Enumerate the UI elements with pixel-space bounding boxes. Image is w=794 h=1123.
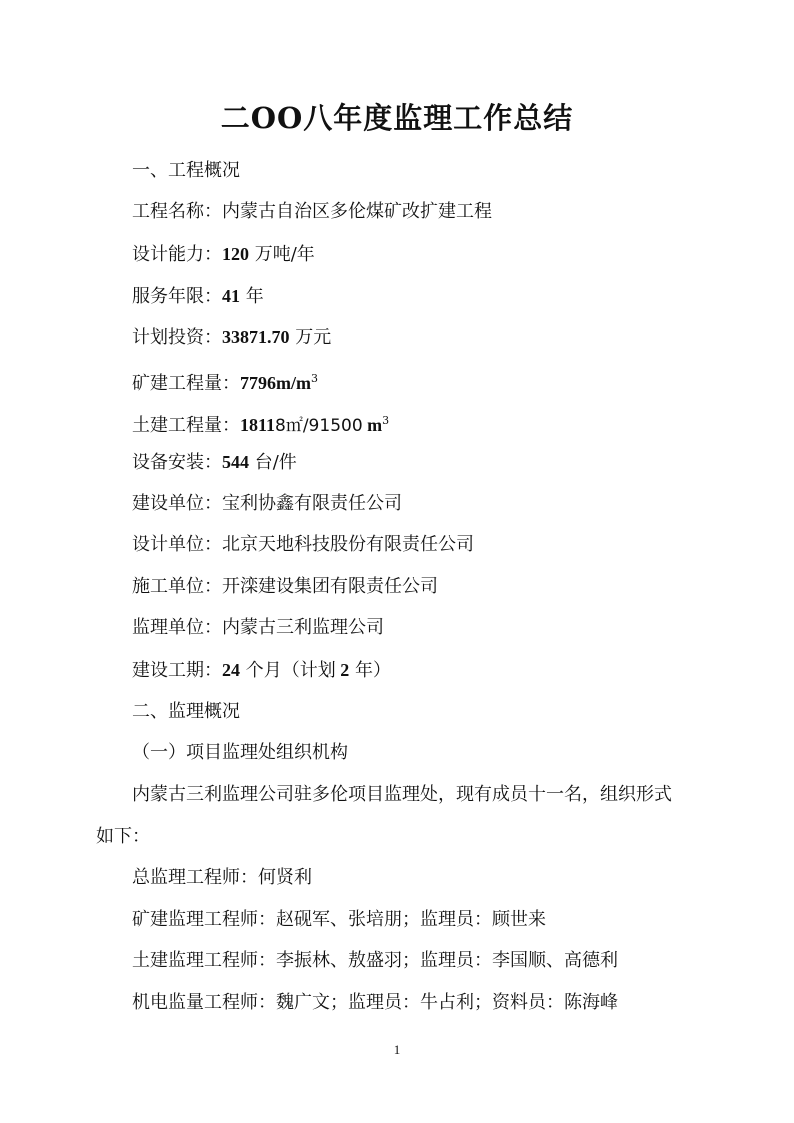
design-capacity-line — [132, 240, 315, 269]
construction-period-value: 24 — [222, 660, 240, 680]
mining-works-line — [132, 365, 318, 398]
document-title: 二OO八年度监理工作总结 — [220, 101, 574, 135]
design-unit-line — [132, 531, 474, 559]
supervision-unit-value: 内蒙古三利监理公司 — [222, 617, 384, 638]
page-number: 1 — [393, 1042, 401, 1057]
civil-works-unit: m — [362, 415, 383, 435]
supervision-unit-line — [132, 614, 384, 642]
planned-investment-unit: 万元 — [289, 327, 332, 348]
construction-unit-value: 宝利协鑫有限责任公司 — [222, 493, 402, 514]
chief-engineer-line: 总监理工程师：何贤利 — [132, 867, 312, 888]
civil-staff-line: 土建监理工程师：李振林、敖盛羽；监理员：李国顺、高德利 — [132, 950, 618, 971]
service-life-label: 服务年限： — [132, 286, 222, 307]
design-capacity-label: 设计能力： — [132, 244, 222, 265]
construction-period-line — [132, 656, 391, 685]
project-name-line — [132, 198, 492, 226]
construction-period-plan-value: 2 — [335, 660, 350, 680]
organization-paragraph-line-2: 如下： — [96, 826, 150, 847]
planned-investment-line — [132, 323, 331, 352]
equipment-install-line — [132, 448, 297, 477]
civil-works-value: 1811 — [240, 415, 276, 435]
mining-works-label: 矿建工程量： — [132, 373, 240, 394]
planned-investment-label: 计划投资： — [132, 327, 222, 348]
construction-period-mid: 个月（计划 — [240, 660, 336, 681]
organization-paragraph-line-1: 内蒙古三利监理公司驻多伦项目监理处，现有成员十一名，组织形式 — [132, 784, 672, 805]
mining-staff-line: 矿建监理工程师：赵砚军、张培朋；监理员：顾世来 — [132, 909, 546, 930]
civil-works-rest: 8㎡/91500 — [275, 416, 363, 436]
mining-works-superscript: 3 — [311, 372, 318, 385]
design-capacity-value: 120 — [222, 244, 249, 264]
service-life-line — [132, 282, 264, 311]
construction-period-label: 建设工期： — [132, 660, 222, 681]
civil-works-superscript: 3 — [382, 414, 390, 427]
section-heading-overview: 一、工程概况 — [132, 160, 240, 181]
civil-works-label: 土建工程量： — [132, 415, 240, 436]
design-capacity-unit: 万吨/年 — [249, 244, 315, 265]
design-unit-value: 北京天地科技股份有限责任公司 — [222, 534, 474, 555]
builder-unit-label: 施工单位： — [132, 576, 222, 597]
supervision-unit-label: 监理单位： — [132, 617, 222, 638]
mining-works-value: 7796m/m — [240, 373, 311, 393]
construction-period-end: 年） — [349, 660, 391, 681]
equipment-install-unit: 台/件 — [249, 452, 297, 473]
service-life-unit: 年 — [240, 286, 264, 307]
project-name-label: 工程名称： — [132, 201, 222, 222]
service-life-value: 41 — [222, 286, 240, 306]
builder-unit-value: 开滦建设集团有限责任公司 — [222, 576, 438, 597]
planned-investment-value: 33871.70 — [222, 327, 290, 347]
builder-unit-line — [132, 573, 438, 601]
subsection-heading-organization: （一）项目监理处组织机构 — [132, 742, 348, 763]
civil-works-line — [132, 407, 389, 440]
project-name-value: 内蒙古自治区多伦煤矿改扩建工程 — [222, 201, 492, 222]
construction-unit-label: 建设单位： — [132, 493, 222, 514]
section-heading-supervision: 二、监理概况 — [132, 701, 240, 722]
design-unit-label: 设计单位： — [132, 534, 222, 555]
equipment-install-label: 设备安装： — [132, 452, 222, 473]
mechanical-staff-line: 机电监量工程师：魏广文；监理员：牛占利；资料员：陈海峰 — [132, 992, 618, 1013]
construction-unit-line — [132, 490, 402, 518]
equipment-install-value: 544 — [222, 452, 249, 472]
